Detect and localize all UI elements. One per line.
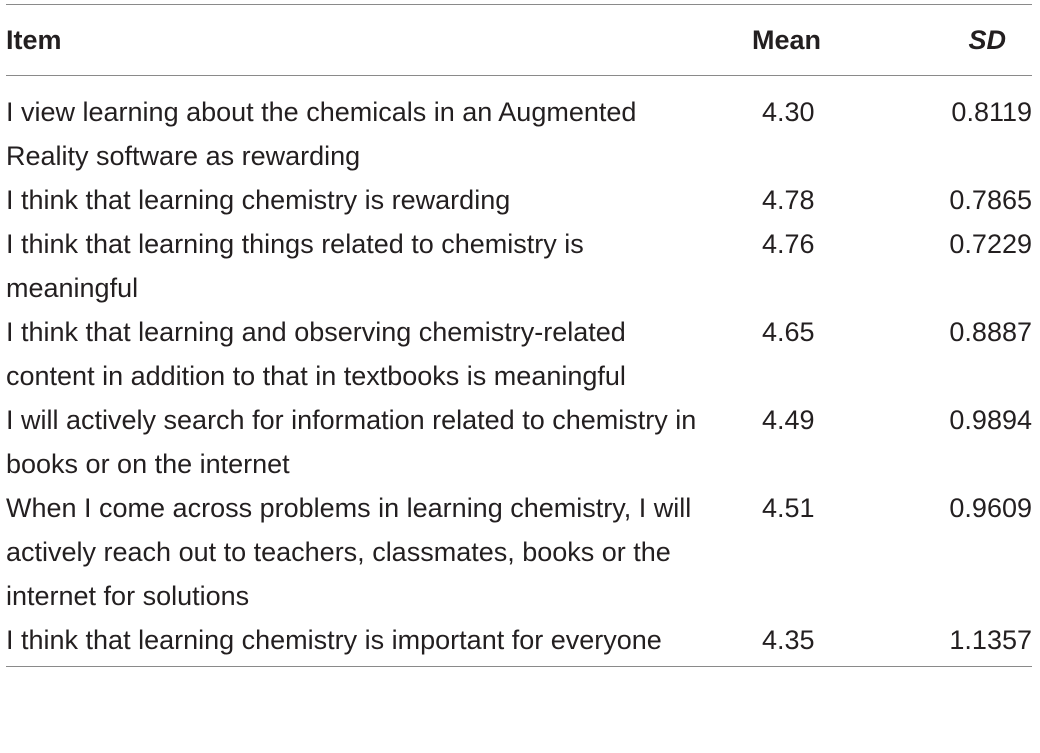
mean-cell: 4.76 — [762, 229, 815, 259]
mean-cell: 4.51 — [762, 493, 815, 523]
item-cell: I think that learning chemistry is important for everyone — [6, 618, 726, 667]
sd-cell: 0.8887 — [949, 317, 1032, 347]
header-item: Item — [6, 5, 726, 76]
mean-cell: 4.35 — [726, 618, 856, 667]
sd-cell: 0.9894 — [949, 405, 1032, 435]
header-mean: Mean — [726, 5, 856, 76]
sd-cell: 0.8119 — [951, 97, 1032, 127]
item-cell: I will actively search for information related to chemistry in books or on the internet — [6, 405, 697, 479]
item-cell: I think that learning things related to chemistry is meaningful — [6, 229, 584, 303]
table-row — [6, 618, 1032, 667]
sd-cell: 0.7229 — [949, 229, 1032, 259]
header-sd: SD — [856, 5, 1032, 76]
mean-cell: 4.65 — [762, 317, 815, 347]
table-header — [6, 5, 1032, 76]
sd-cell: 1.1357 — [856, 618, 1032, 667]
sd-cell: 0.7865 — [949, 185, 1032, 215]
table-row — [6, 222, 1032, 310]
item-cell: I think that learning chemistry is rewarding — [6, 185, 511, 215]
item-cell: I view learning about the chemicals in an Augmented Reality software as rewarding — [6, 97, 637, 171]
table-row — [6, 178, 1032, 222]
statistics-table — [6, 4, 1032, 667]
table-row — [6, 398, 1032, 486]
table-row — [6, 76, 1032, 179]
mean-cell: 4.78 — [762, 185, 815, 215]
mean-cell: 4.30 — [762, 97, 815, 127]
table-row — [6, 486, 1032, 618]
data-table-container — [6, 4, 1032, 667]
item-cell: When I come across problems in learning chemistry, I will actively reach out to teachers, classmates, books or the internet for solutions — [6, 493, 692, 611]
table-body — [6, 76, 1032, 667]
item-cell: I think that learning and observing chemistry-related content in addition to that in textbooks is meaningful — [6, 317, 626, 391]
header-row — [6, 5, 1032, 76]
table-row — [6, 310, 1032, 398]
mean-cell: 4.49 — [762, 405, 815, 435]
sd-cell: 0.9609 — [949, 493, 1032, 523]
